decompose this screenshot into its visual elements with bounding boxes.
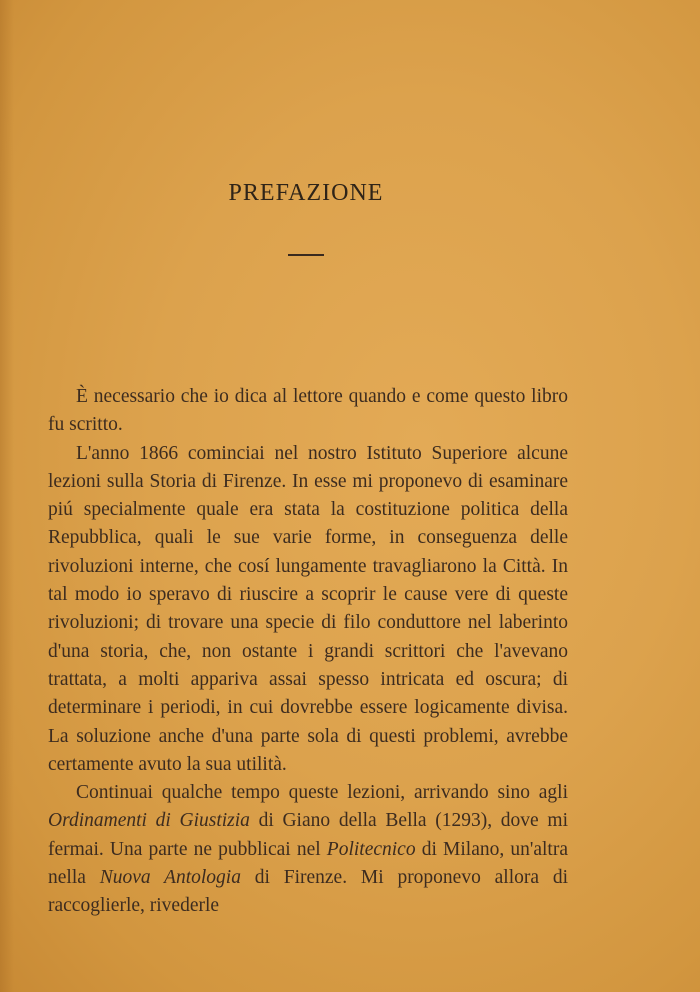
paragraph-1: È necessario che io dica al lettore quando e come questo libro fu scritto. [48, 386, 568, 436]
paragraph-2: L'anno 1866 cominciai nel nostro Istituto Superiore alcune lezioni sulla Storia di Firenze. In esse mi proponevo di esaminare piú specialmente quale era stata la costituzione politica della Repubblica, quali le sue varie forme, in conseguenza delle rivoluzioni interne, che cosí lungamente travagliarono la Città. In tal modo io speravo di riuscire a scoprir le cause vere di queste rivoluzioni; di trovare una specie di filo conduttore nel laberinto d'una storia, che, non ostante i grandi scrittori che l'avevano trattata, a molti appariva assai spesso intricata ed oscura; di determinare i periodi, in cui dovrebbe essere logicamente divisa. La soluzione anche d'una parte sola di questi problemi, avrebbe certamente avuto la sua utilità. [48, 442, 568, 775]
paragraph-3 [48, 779, 568, 920]
italic-title-politecnico: Politecnico [326, 838, 416, 860]
body-text [48, 383, 568, 921]
page-edge-shadow [0, 0, 14, 992]
title-divider [288, 254, 324, 256]
italic-title-nuova-antologia: Nuova Antologia [99, 867, 241, 889]
paragraph-3-text: di Milano, un'altra nella [48, 838, 568, 889]
paragraph-3-text: di Giano della Bella (1293), dove mi fermai. Una parte ne pubblicai nel [48, 810, 568, 860]
paragraph-3-text: Continuai qualche tempo queste lezioni, arrivando sino agli [76, 782, 568, 804]
italic-title-ordinamenti: Ordinamenti di Giustizia [48, 810, 250, 832]
page-title: PREFAZIONE [228, 180, 384, 206]
paragraph-3-text: di Firenze. Mi proponevo allora di raccoglierle, rivederle [48, 867, 568, 917]
